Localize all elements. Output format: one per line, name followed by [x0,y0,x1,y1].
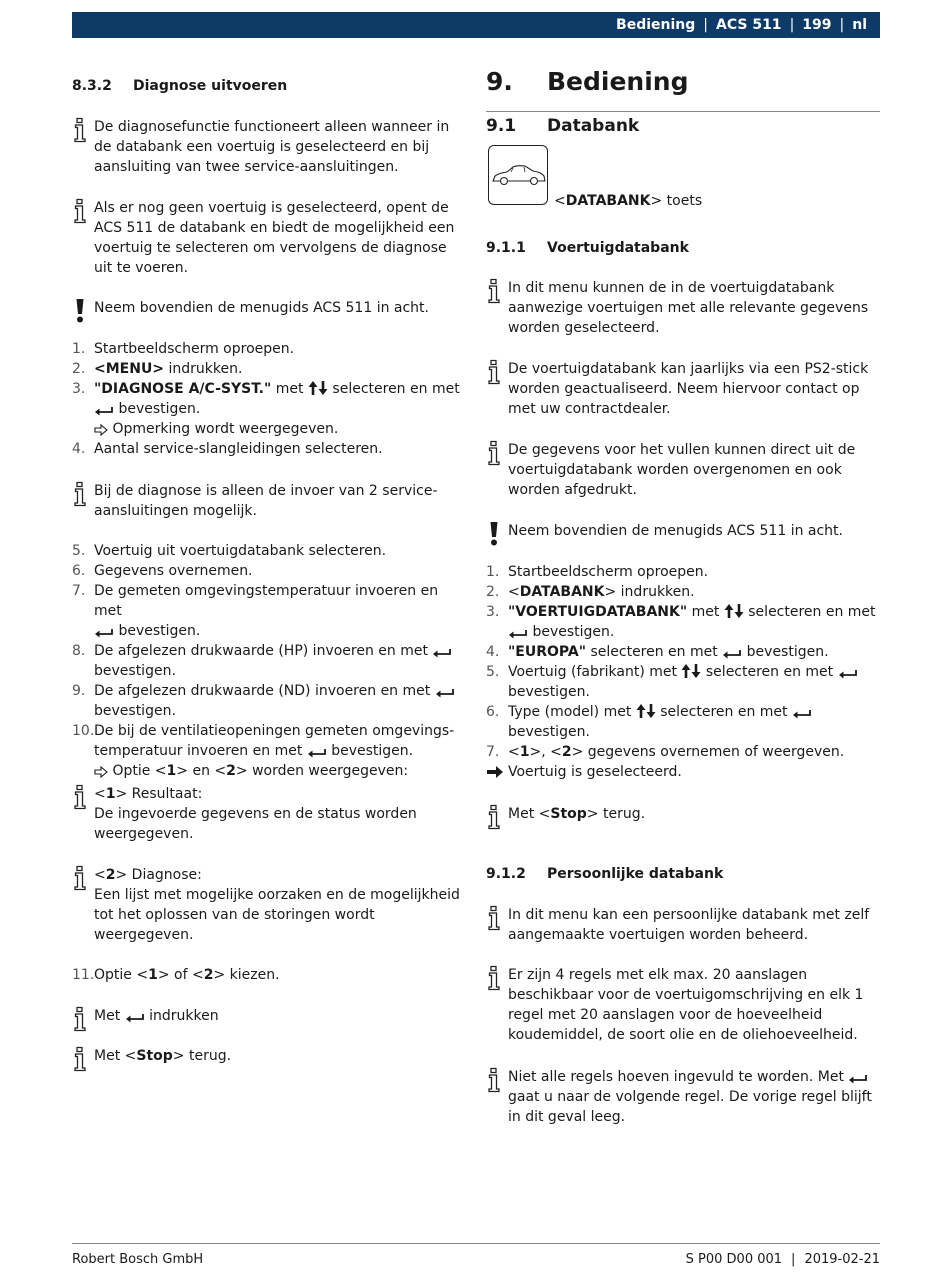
info-icon [72,865,88,891]
info-note: De voertuigdatabank kan jaarlijks via een PS2-stick worden geactualiseerd. Neem hiervoor contact op met uw contractdealer. [486,359,880,419]
section-heading-8-3-2: 8.3.2 Diagnose uitvoeren [72,78,288,94]
enter-key-icon [435,688,455,698]
list-item: 6. Gegevens overnemen. [72,563,253,579]
arrow-up-icon [724,603,734,619]
enter-key-icon [848,1074,868,1084]
list-item: 3. "VOERTUIGDATABANK" met selecteren en met bevestigen. [486,604,876,640]
warning-icon [486,521,502,547]
enter-key-icon [722,649,742,659]
list-item: 10. De bij de ventilatieopeningen gemeten omgevings-temperatuur invoeren en met bevestigen. [72,723,455,759]
result-arrow-solid-icon [486,764,504,780]
info-icon [486,905,502,931]
info-icon [72,198,88,224]
final-result: Voertuig is geselecteerd. [486,762,880,782]
list-item: 9. De afgelezen drukwaarde (ND) invoeren en met bevestigen. [72,681,467,721]
info-icon [72,784,88,810]
info-note: De diagnosefunctie functioneert alleen wanneer in de databank een voertuig is geselecteerd en bij aansluiting van twee service-aansluitingen. [72,117,467,177]
steps-list [72,541,467,781]
heading-rule [486,111,880,112]
arrow-down-icon [646,703,656,719]
databank-key-car-icon [488,145,548,205]
warning-note: Neem bovendien de menugids ACS 511 in acht. [72,298,467,318]
info-icon [72,1006,88,1032]
list-item: 6. Type (model) met selecteren en met bevestigen. [486,702,880,742]
info-note: Niet alle regels hoeven ingevuld te worden. Met gaat u naar de volgende regel. De vorige regel blijft in dit geval leeg. [486,1067,880,1127]
info-note: <2> Diagnose: Een lijst met mogelijke oorzaken en de mogelijkheid tot het oplossen van de storingen wordt weergegeven. [72,865,467,945]
header-separator: | [789,17,795,33]
enter-key-icon [125,1013,145,1023]
result-arrow-icon [94,424,108,436]
steps-list [72,965,467,985]
enter-key-icon [94,628,114,638]
header-page-number: 199 [802,17,832,33]
list-item: 5. Voertuig (fabrikant) met selecteren en met bevestigen. [486,662,880,702]
info-note: Bij de diagnose is alleen de invoer van 2 service-aansluitingen mogelijk. [72,481,467,521]
footer-rule [72,1243,880,1244]
enter-key-icon [432,648,452,658]
section-heading-9-1: 9.1 Databank [486,116,640,136]
list-item: 5. Voertuig uit voertuigdatabank selecteren. [72,543,387,559]
info-note: In dit menu kunnen de in de voertuigdatabank aanwezige voertuigen met alle relevante gegevens worden geselecteerd. [486,278,880,338]
list-item: 1. Startbeeldscherm oproepen. [72,341,295,357]
enter-key-icon [508,629,528,639]
info-icon [72,117,88,143]
arrow-up-icon [308,380,318,396]
databank-key-label: <DATABANK> toets [554,193,703,209]
info-icon [486,804,502,830]
arrow-up-icon [681,663,691,679]
info-note: Er zijn 4 regels met elk max. 20 aanslagen beschikbaar voor de voertuigomschrijving en elk 1 regel met 20 aanslagen voor de hoeveelheid koudemiddel, de soort olie en de oliehoeveelheid. [486,965,880,1045]
footer-doc-number: S P00 D00 001 [685,1252,783,1267]
footer-company: Robert Bosch GmbH [72,1252,204,1267]
info-icon [486,359,502,385]
info-icon [72,1046,88,1072]
info-icon [72,481,88,507]
info-note: Als er nog geen voertuig is geselecteerd, opent de ACS 511 de databank en biedt de mogelijkheid een voertuig te selecteren om vervolgens de diagnose uit te voeren. [72,198,467,278]
list-item: 11. Optie <1> of <2> kiezen. [72,967,280,983]
list-item: 4. "EUROPA" selecteren en met bevestigen. [486,644,829,660]
steps-list [486,562,880,782]
enter-key-icon [307,748,327,758]
info-note: <1> Resultaat: De ingevoerde gegevens en de status worden weergegeven. [72,784,467,844]
info-icon [486,1067,502,1093]
enter-key-icon [792,709,812,719]
arrow-down-icon [734,603,744,619]
info-note: Met <Stop> terug. [72,1046,467,1066]
header-section: Bediening [616,17,696,33]
chapter-heading: 9. Bediening [486,67,689,96]
warning-icon [72,298,88,324]
result-arrow-icon [94,766,108,778]
list-item: 2. <MENU> indrukken. [72,361,243,377]
step-result: Optie <1> en <2> worden weergegeven: [72,761,467,781]
enter-key-icon [838,669,858,679]
arrow-up-icon [636,703,646,719]
list-item: 7. <1>, <2> gegevens overnemen of weergeven. [486,744,845,760]
header-separator: | [703,17,708,33]
step-result: Opmerking wordt weergegeven. [72,419,467,439]
steps-list [72,339,467,459]
page-header [72,12,880,38]
list-item: 3. "DIAGNOSE A/C-SYST." met selecteren en met bevestigen. [72,381,460,417]
header-product: ACS 511 [716,17,782,33]
footer-date: 2019-02-21 [804,1252,880,1267]
enter-key-icon [94,406,114,416]
list-item: 4. Aantal service-slangleidingen selecteren. [72,441,383,457]
section-heading-9-1-1: 9.1.1 Voertuigdatabank [486,240,689,256]
arrow-down-icon [691,663,701,679]
footer-separator: | [791,1252,796,1267]
header-separator: | [839,17,845,33]
info-icon [486,278,502,304]
info-note: De gegevens voor het vullen kunnen direct uit de voertuigdatabank worden overgenomen en ook worden afgedrukt. [486,440,880,500]
info-note: In dit menu kan een persoonlijke databank met zelf aangemaakte voertuigen worden beheerd. [486,905,880,945]
info-note: Met indrukken [72,1006,467,1026]
section-heading-9-1-2: 9.1.2 Persoonlijke databank [486,866,724,882]
header-language: nl [852,17,867,33]
databank-key-row [486,145,880,207]
info-icon [486,440,502,466]
info-icon [486,965,502,991]
list-item: 1. Startbeeldscherm oproepen. [486,564,709,580]
list-item: 2. <DATABANK> indrukken. [486,584,695,600]
warning-note: Neem bovendien de menugids ACS 511 in acht. [486,521,880,541]
list-item: 8. De afgelezen drukwaarde (HP) invoeren en met bevestigen. [72,641,467,681]
arrow-down-icon [318,380,328,396]
info-note: Met <Stop> terug. [486,804,880,824]
footer-doc-info [686,1250,880,1270]
list-item: 7. De gemeten omgevingstemperatuur invoeren en met bevestigen. [72,583,439,639]
